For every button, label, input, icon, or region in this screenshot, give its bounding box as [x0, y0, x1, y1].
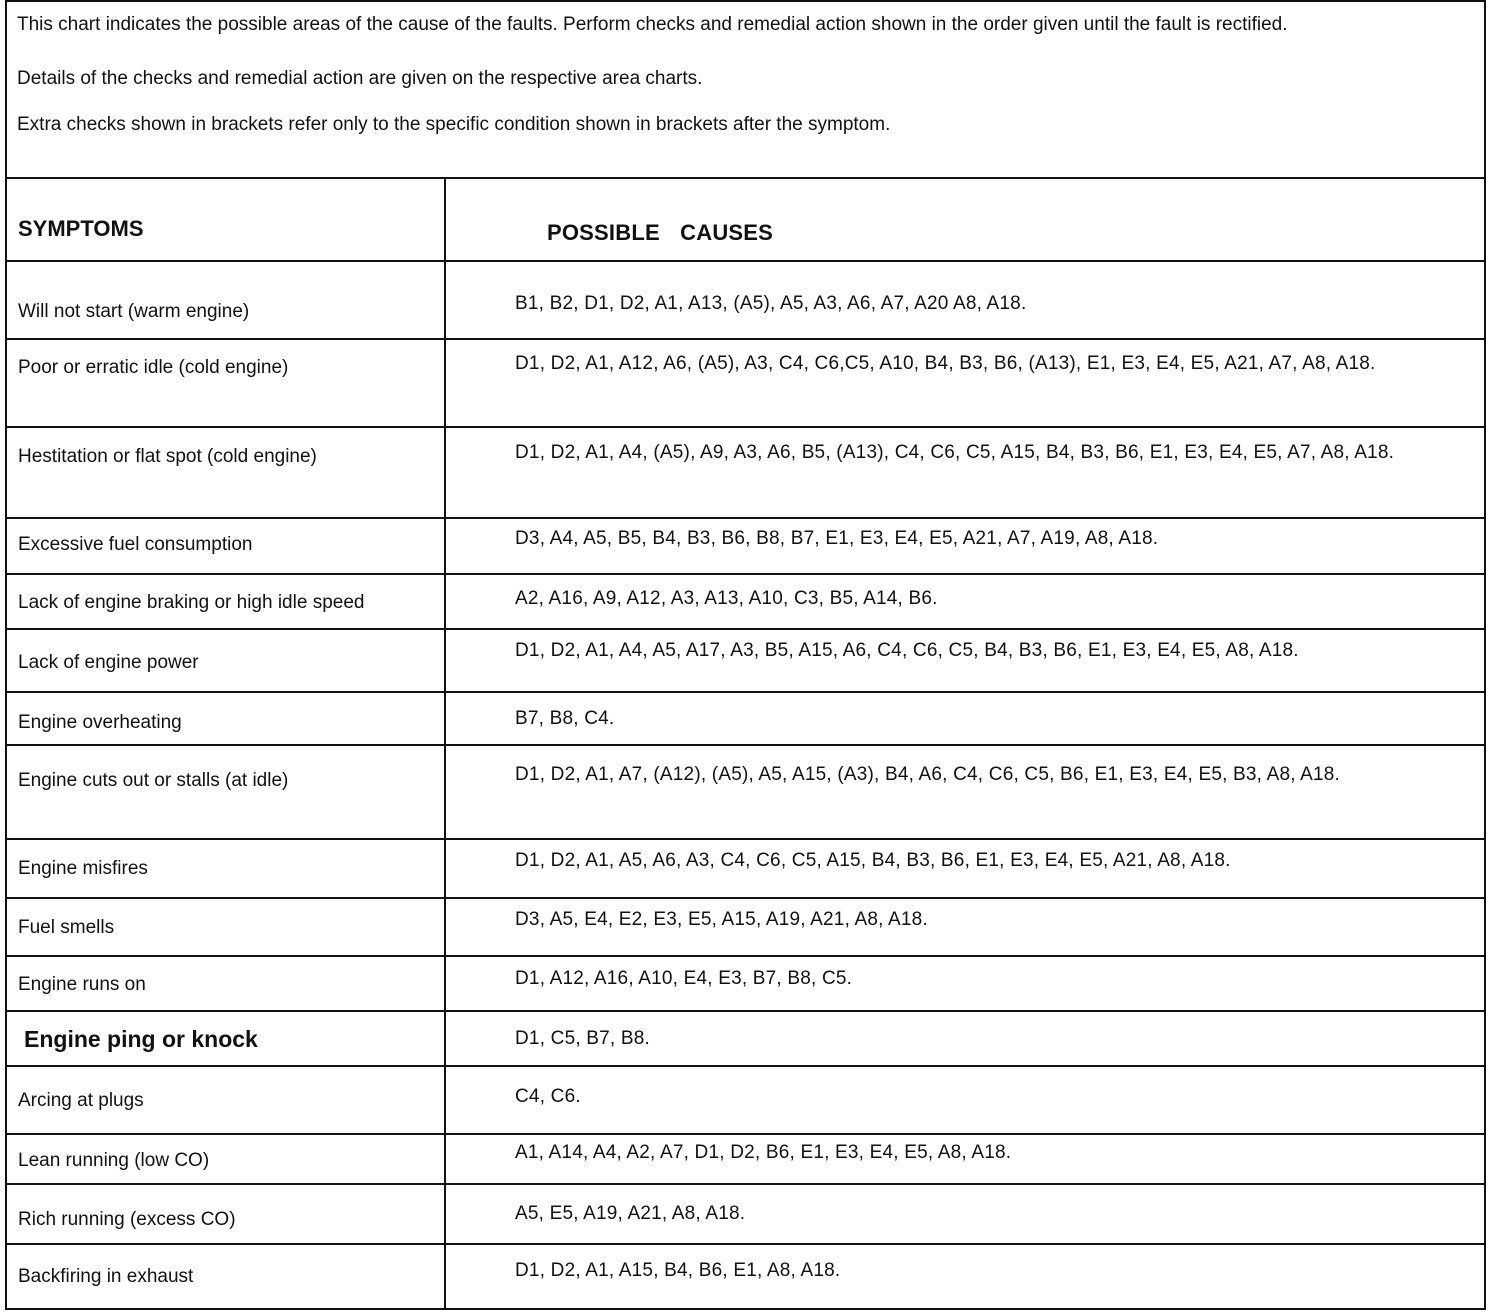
causes-cell: A2, A16, A9, A12, A3, A13, A10, C3, B5, A14, B6.	[515, 588, 938, 609]
causes-cell: B7, B8, C4.	[515, 708, 615, 729]
causes-cell: D1, D2, A1, A7, (A12), (A5), A5, A15, (A3), B4, A6, C4, C6, C5, B6, E1, E3, E4, E5, B3, A8, A18.	[515, 764, 1341, 785]
symptom-cell: Engine misfires	[18, 858, 148, 879]
table-row	[7, 340, 1484, 428]
causes-cell: B1, B2, D1, D2, A1, A13, (A5), A5, A3, A6, A7, A20 A8, A18.	[515, 293, 1027, 314]
intro-line-1: This chart indicates the possible areas of the cause of the faults. Perform checks and remedial action shown in the order given until the fault is rectified.	[17, 14, 1288, 35]
symptom-cell: Will not start (warm engine)	[18, 301, 250, 322]
table-row	[7, 840, 1484, 899]
table-row	[7, 1245, 1484, 1310]
causes-cell: D3, A4, A5, B5, B4, B3, B6, B8, B7, E1, E3, E4, E5, A21, A7, A19, A8, A18.	[515, 528, 1159, 549]
causes-cell: D1, D2, A1, A15, B4, B6, E1, A8, A18.	[515, 1260, 841, 1281]
symptom-cell: Excessive fuel consumption	[18, 534, 253, 555]
symptom-cell: Lack of engine braking or high idle speed	[18, 592, 365, 613]
table-row	[7, 1185, 1484, 1245]
causes-cell: D1, A12, A16, A10, E4, E3, B7, B8, C5.	[515, 968, 853, 989]
intro-section	[7, 2, 1484, 179]
symptom-cell: Fuel smells	[18, 917, 115, 938]
causes-cell: D1, D2, A1, A4, (A5), A9, A3, A6, B5, (A13), C4, C6, C5, A15, B4, B3, B6, E1, E3, E4, E5, A7, A8, A18.	[515, 442, 1395, 463]
causes-cell: A5, E5, A19, A21, A8, A18.	[515, 1203, 746, 1224]
causes-header: POSSIBLE CAUSES	[547, 220, 774, 245]
symptom-cell: Rich running (excess CO)	[18, 1209, 236, 1230]
causes-cell: C4, C6.	[515, 1086, 581, 1107]
causes-cell: D1, D2, A1, A5, A6, A3, C4, C6, C5, A15, B4, B3, B6, E1, E3, E4, E5, A21, A8, A18.	[515, 850, 1231, 871]
table-row	[7, 630, 1484, 693]
table-row	[7, 1012, 1484, 1067]
intro-line-2: Details of the checks and remedial action are given on the respective area charts.	[17, 68, 703, 89]
table-row	[7, 693, 1484, 746]
table-row	[7, 1135, 1484, 1185]
table-header-row	[7, 179, 1484, 262]
symptom-cell: Engine runs on	[18, 974, 146, 995]
table-row	[7, 262, 1484, 340]
symptoms-header: SYMPTOMS	[18, 216, 144, 241]
symptom-cell: Engine ping or knock	[24, 1026, 258, 1052]
table-row	[7, 575, 1484, 630]
causes-cell: D1, C5, B7, B8.	[515, 1028, 651, 1049]
table-row	[7, 428, 1484, 519]
causes-cell: D1, D2, A1, A12, A6, (A5), A3, C4, C6,C5, A10, B4, B3, B6, (A13), E1, E3, E4, E5, A21, A7, A8, A18.	[515, 353, 1376, 374]
table-row	[7, 957, 1484, 1012]
symptoms-table	[7, 179, 1484, 1310]
symptom-cell: Arcing at plugs	[18, 1090, 144, 1111]
symptom-cell: Lack of engine power	[18, 652, 199, 673]
symptom-cell: Engine cuts out or stalls (at idle)	[18, 770, 289, 791]
table-row	[7, 746, 1484, 840]
table-row	[7, 1067, 1484, 1135]
causes-cell: A1, A14, A4, A2, A7, D1, D2, B6, E1, E3, E4, E5, A8, A18.	[515, 1142, 1012, 1163]
table-row	[7, 519, 1484, 575]
fault-chart-frame	[5, 0, 1486, 1310]
causes-cell: D3, A5, E4, E2, E3, E5, A15, A19, A21, A8, A18.	[515, 909, 928, 930]
symptom-cell: Lean running (low CO)	[18, 1150, 210, 1171]
table-row	[7, 899, 1484, 957]
symptom-cell: Backfiring in exhaust	[18, 1266, 194, 1287]
symptom-cell: Hestitation or flat spot (cold engine)	[18, 446, 317, 467]
intro-line-3: Extra checks shown in brackets refer only to the specific condition shown in brackets after the symptom.	[17, 114, 891, 135]
causes-cell: D1, D2, A1, A4, A5, A17, A3, B5, A15, A6, C4, C6, C5, B4, B3, B6, E1, E3, E4, E5, A8, A18.	[515, 640, 1299, 661]
symptom-cell: Engine overheating	[18, 712, 182, 733]
symptom-cell: Poor or erratic idle (cold engine)	[18, 357, 289, 378]
